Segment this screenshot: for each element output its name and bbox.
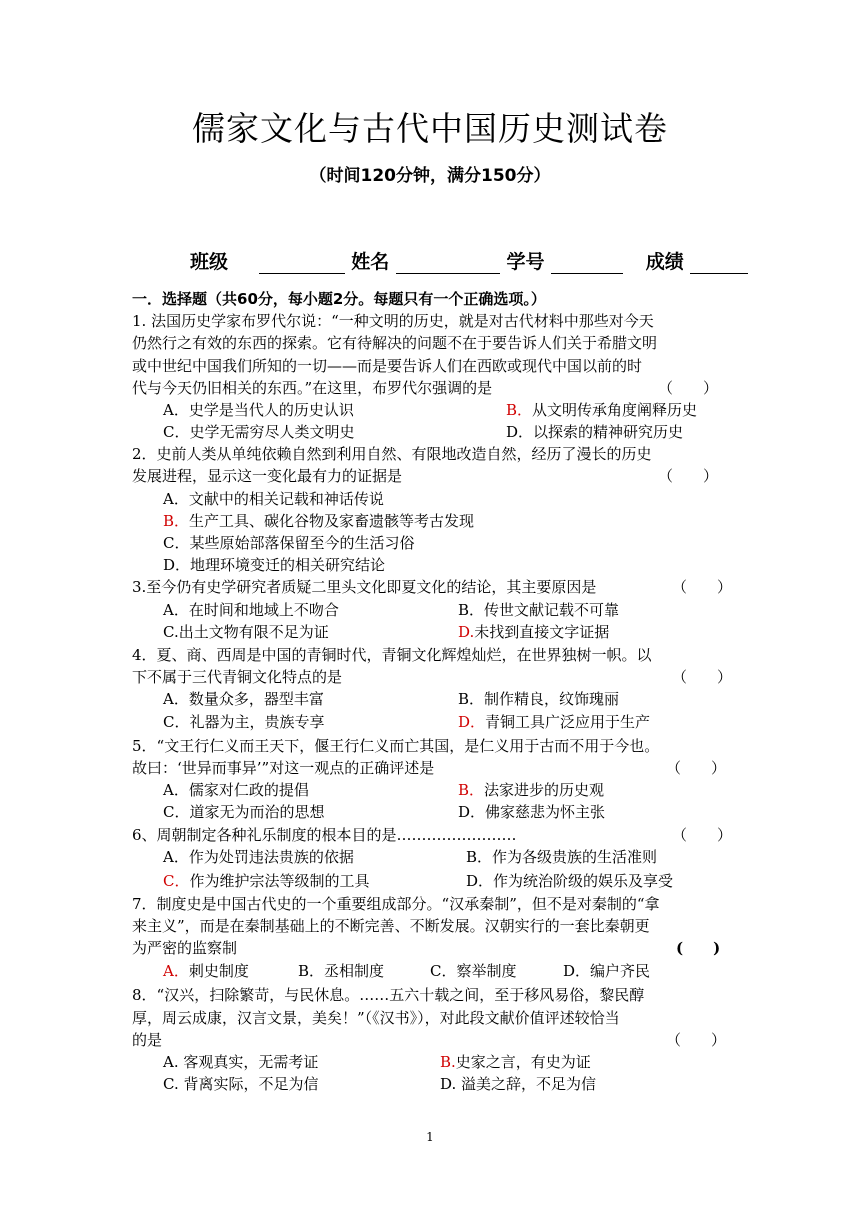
option-letter: B． [458, 781, 485, 799]
question-text: 代与今天仍旧相关的东西。”在这里，布罗代尔强调的是 [132, 379, 493, 397]
option-b [458, 779, 604, 801]
option-c: C.出土文物有限不足为证 [163, 623, 329, 641]
exam-title: 儒家文化与古代中国历史测试卷 [192, 109, 668, 148]
answer-paren[interactable]: （ ） [658, 379, 719, 397]
option-d: D．作为统治阶级的娱乐及享受 [466, 872, 674, 890]
exam-subtitle: （时间120分钟，满分150分） [309, 166, 551, 186]
option-letter: D． [458, 713, 486, 731]
option-c: C．史学无需穷尽人类文明史 [163, 423, 355, 441]
option-c: C．礼器为主，贵族专享 [163, 713, 325, 731]
option-letter: C． [163, 872, 190, 890]
option-letter: B． [163, 512, 190, 530]
option-text: 从文明传承角度阐释历史 [532, 401, 698, 419]
option-c: C．某些原始部落保留至今的生活习俗 [163, 534, 415, 552]
question-text: 1. 法国历史学家布罗代尔说：“一种文明的历史，就是对古代材料中那些对今天 [132, 312, 654, 330]
option-letter: D. [458, 623, 475, 641]
answer-paren[interactable]: （ ） [672, 826, 733, 844]
option-b: B．丞相制度 [298, 962, 385, 980]
question-text: 厚，周云成康，汉言文景，美矣！”（《汉书》），对此段文献价值评述较恰当 [132, 1009, 620, 1027]
question-text: 7．制度史是中国古代史的一个重要组成部分。“汉承秦制”，但不是对秦制的“拿 [132, 895, 660, 913]
answer-paren[interactable]: （ ） [672, 668, 733, 686]
option-a: A. 客观真实，无需考证 [163, 1053, 319, 1071]
question-text: 为严密的监察制 [132, 939, 238, 957]
question-text: 的是 [132, 1031, 163, 1049]
option-text: 法家进步的历史观 [484, 781, 605, 799]
option-text: 生产工具、碳化谷物及家畜遗骸等考古发现 [189, 512, 475, 530]
answer-paren[interactable]: （ ） [666, 1031, 727, 1049]
option-letter: B． [506, 401, 533, 419]
page-number: 1 [426, 1130, 434, 1144]
question-text: 下不属于三代青铜文化特点的是 [132, 668, 343, 686]
question-text: 来主义”，而是在秦制基础上的不断完善、不断发展。汉朝实行的一套比秦朝更 [132, 917, 650, 935]
option-text: 史家之言，有史为证 [455, 1053, 591, 1071]
option-letter: B. [440, 1053, 456, 1071]
option-b: B．作为各级贵族的生活准则 [466, 848, 658, 866]
name-blank[interactable] [396, 251, 500, 274]
question-text: 仍然行之有效的东西的探索。它有待解决的问题不在于要告诉人们关于希腊文明 [132, 334, 658, 352]
option-text: 作为维护宗法等级制的工具 [189, 872, 370, 890]
option-letter: A． [163, 962, 189, 980]
option-c: C．道家无为而治的思想 [163, 803, 325, 821]
option-text: 未找到直接文字证据 [474, 623, 610, 641]
option-d: D．地理环境变迁的相关研究结论 [163, 556, 386, 574]
question-text: 6、周朝制定各种礼乐制度的根本目的是…………………… [132, 826, 517, 844]
answer-paren[interactable]: （ ） [666, 759, 727, 777]
option-c: C. 背离实际，不足为信 [163, 1075, 319, 1093]
option-b [163, 510, 474, 532]
option-b: B．传世文献记载不可靠 [458, 601, 620, 619]
option-d: D．佛家慈悲为怀主张 [458, 803, 606, 821]
option-c [163, 870, 370, 892]
option-a: A．儒家对仁政的提倡 [163, 781, 309, 799]
answer-paren[interactable]: ( ) [676, 939, 721, 957]
question-text: 5．“文王行仁义而王天下，偃王行仁义而亡其国，是仁义用于古而不用于今也。 [132, 737, 660, 755]
option-d: D. 溢美之辞，不足为信 [440, 1075, 597, 1093]
section-heading: 一．选择题（共60分，每小题2分。每题只有一个正确选项。） [132, 290, 546, 308]
class-blank[interactable] [259, 251, 345, 274]
question-text: 8．“汉兴，扫除繁苛，与民休息。……五六十载之间，至于移风易俗，黎民醇 [132, 986, 645, 1004]
option-a: A．数量众多，器型丰富 [163, 690, 324, 708]
option-d: D．编户齐民 [563, 962, 651, 980]
id-blank[interactable] [551, 251, 623, 274]
question-text: 4．夏、商、西周是中国的青铜时代，青铜文化辉煌灿烂，在世界独树一帜。以 [132, 646, 652, 664]
id-label: 学号 [506, 251, 545, 273]
option-a: A．在时间和地域上不吻合 [163, 601, 339, 619]
option-a: A．文献中的相关记载和神话传说 [163, 490, 384, 508]
option-d [458, 621, 609, 643]
option-a: A．史学是当代人的历史认识 [163, 401, 354, 419]
question-text: 故曰：‘世异而事异’”对这一观点的正确评述是 [132, 759, 435, 777]
score-blank[interactable] [690, 251, 748, 274]
option-d [458, 711, 650, 733]
question-text: 2．史前人类从单纯依赖自然到利用自然、有限地改造自然，经历了漫长的历史 [132, 445, 652, 463]
option-text: 青铜工具广泛应用于生产 [485, 713, 651, 731]
score-label: 成绩 [645, 251, 684, 273]
question-text: 发展进程，显示这一变化最有力的证据是 [132, 467, 403, 485]
answer-paren[interactable]: （ ） [658, 467, 719, 485]
option-a: A．作为处罚违法贵族的依据 [163, 848, 354, 866]
name-label: 姓名 [351, 251, 390, 273]
student-info-row [190, 247, 748, 274]
option-d: D．以探索的精神研究历史 [506, 423, 684, 441]
question-text: 3.至今仍有史学研究者质疑二里头文化即夏文化的结论，其主要原因是 [132, 578, 597, 596]
class-label: 班级 [190, 251, 229, 273]
option-a [163, 960, 249, 982]
answer-paren[interactable]: （ ） [672, 578, 733, 596]
option-c: C．察举制度 [430, 962, 517, 980]
question-text: 或中世纪中国我们所知的一切——而是要告诉人们在西欧或现代中国以前的时 [132, 357, 643, 375]
option-b: B．制作精良，纹饰瑰丽 [458, 690, 620, 708]
option-text: 刺史制度 [188, 962, 249, 980]
option-b [506, 399, 697, 421]
option-b [440, 1051, 591, 1073]
